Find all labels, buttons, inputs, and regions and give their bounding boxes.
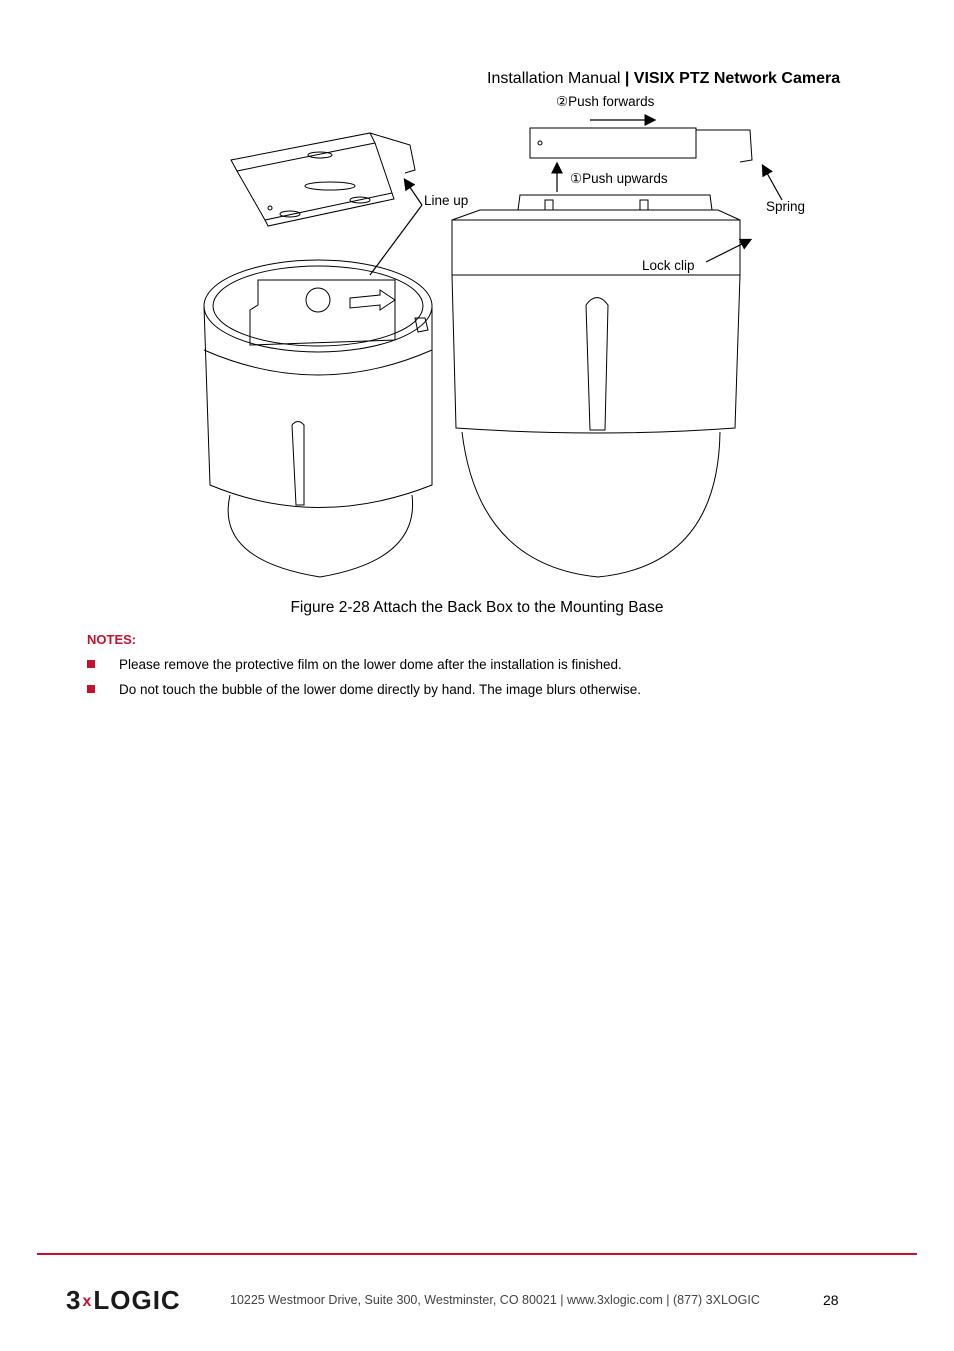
lock-clip-arrow (706, 240, 750, 262)
note-item (87, 657, 622, 672)
logo-suffix: LOGIC (93, 1285, 181, 1315)
company-logo (66, 1285, 181, 1316)
callout-push-upwards: ①Push upwards (570, 171, 668, 186)
left-camera (204, 260, 432, 577)
note-text: Please remove the protective film on the lower dome after the installation is finished. (119, 657, 622, 672)
logo-x: x (82, 1293, 93, 1310)
footer-divider (37, 1253, 917, 1255)
line-up-arrow (370, 180, 422, 275)
callout-lock-clip: Lock clip (642, 258, 695, 273)
callout-push-forwards: ②Push forwards (556, 94, 655, 109)
bullet-icon (87, 685, 95, 693)
right-camera (452, 128, 752, 577)
header-product-label: | VISIX PTZ Network Camera (624, 70, 841, 87)
callout-spring: Spring (766, 199, 806, 214)
logo-prefix: 3 (66, 1285, 82, 1315)
notes-title: NOTES: (87, 632, 137, 647)
note-text: Do not touch the bubble of the lower dome directly by hand. The image blurs otherwise. (119, 682, 642, 697)
bullet-icon (87, 660, 95, 668)
left-mounting-bracket (231, 133, 415, 226)
page-number: 28 (823, 1292, 839, 1308)
figure-caption: Figure 2-28 Attach the Back Box to the Mounting Base (290, 599, 664, 616)
footer-address: 10225 Westmoor Drive, Suite 300, Westminster, CO 80021 | www.3xlogic.com | (877) 3XLOGIC (230, 1293, 760, 1307)
callout-line-up: Line up (424, 193, 469, 208)
header-manual-label: Installation Manual (487, 70, 621, 87)
note-item (87, 682, 641, 697)
spring-arrow (763, 166, 782, 200)
mounting-figure (0, 0, 954, 600)
